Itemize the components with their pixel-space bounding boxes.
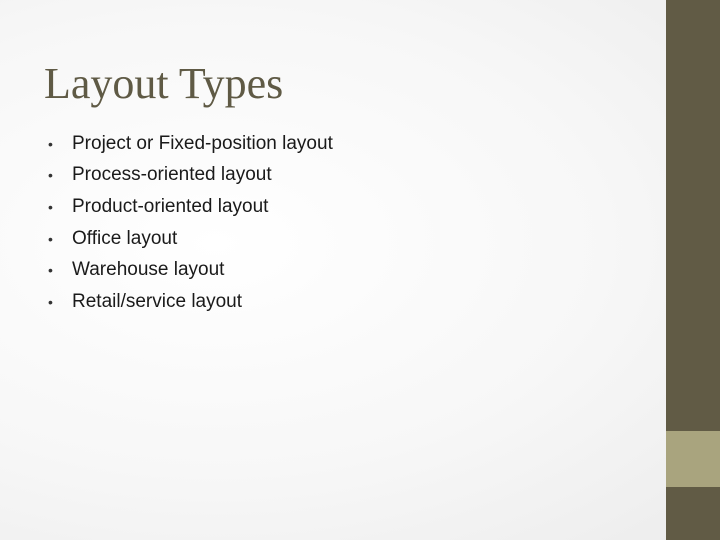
sidebar-accent-band — [666, 431, 720, 487]
bullet-icon: • — [48, 230, 53, 247]
sidebar-dark-band — [666, 0, 720, 431]
sidebar-bottom-band — [666, 487, 720, 540]
bullet-text: Warehouse layout — [72, 259, 225, 281]
bullet-item — [48, 191, 333, 223]
bullet-text: Project or Fixed-position layout — [72, 132, 333, 154]
bullet-text: Process-oriented layout — [72, 164, 272, 186]
bullet-icon: • — [48, 167, 53, 184]
bullet-icon: • — [48, 198, 53, 215]
bullet-text: Product-oriented layout — [72, 195, 269, 217]
bullet-item — [48, 254, 333, 286]
slide-title: Layout Types — [44, 59, 284, 108]
bullet-icon: • — [48, 135, 53, 152]
bullet-item — [48, 128, 333, 160]
bullet-item — [48, 286, 333, 318]
bullet-item — [48, 160, 333, 192]
bullet-text: Office layout — [72, 227, 178, 249]
bullet-list — [48, 128, 333, 318]
bullet-icon: • — [48, 293, 53, 310]
bullet-item — [48, 223, 333, 255]
bullet-icon: • — [48, 262, 53, 279]
bullet-text: Retail/service layout — [72, 290, 243, 312]
